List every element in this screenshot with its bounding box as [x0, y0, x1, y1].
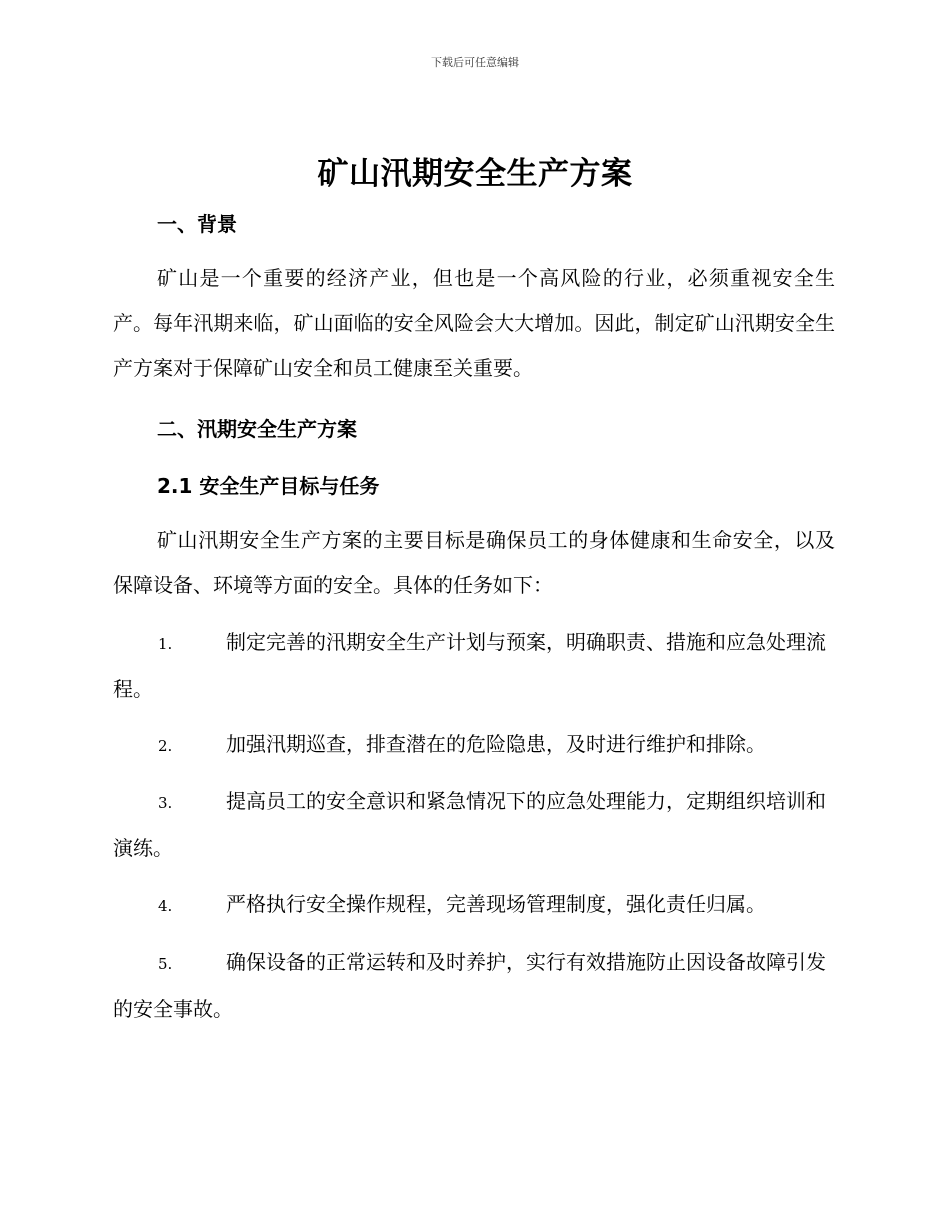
list-item-number: 5.	[158, 955, 173, 973]
list-item-text: 确保设备的正常运转和及时养护，实行有效措施防止因设备故障引发的安全事故。	[113, 950, 826, 1021]
list-item	[113, 779, 835, 871]
list-item-text: 加强汛期巡查，排查潜在的危险隐患，及时进行维护和排除。	[226, 732, 766, 756]
list-item-number: 1.	[158, 635, 173, 653]
list-item-text: 严格执行安全操作规程，完善现场管理制度，强化责任归属。	[226, 892, 766, 916]
list-item-text: 提高员工的安全意识和紧急情况下的应急处理能力，定期组织培训和演练。	[113, 789, 826, 860]
subsection-heading-goals: 2.1 安全生产目标与任务	[157, 474, 380, 498]
list-item	[113, 940, 835, 1032]
list-item-text: 制定完善的汛期安全生产计划与预案，明确职责、措施和应急处理流程。	[113, 630, 826, 701]
section-heading-plan: 二、汛期安全生产方案	[157, 417, 357, 441]
section-heading-background: 一、背景	[157, 212, 237, 236]
goals-paragraph: 矿山汛期安全生产方案的主要目标是确保员工的身体健康和生命安全，以及保障设备、环境等方面的安全。具体的任务如下：	[113, 528, 835, 597]
list-item	[113, 722, 835, 769]
header-note: 下载后可任意编辑	[431, 56, 519, 69]
list-item-number: 3.	[158, 794, 173, 812]
list-item	[113, 882, 835, 929]
document-title: 矿山汛期安全生产方案	[317, 156, 633, 192]
list-item-number: 4.	[158, 897, 173, 915]
list-item-number: 2.	[158, 737, 173, 755]
background-paragraph: 矿山是一个重要的经济产业，但也是一个高风险的行业，必须重视安全生产。每年汛期来临，矿山面临的安全风险会大大增加。因此，制定矿山汛期安全生产方案对于保障矿山安全和员工健康至关重要。	[113, 266, 835, 380]
list-item	[113, 620, 835, 712]
